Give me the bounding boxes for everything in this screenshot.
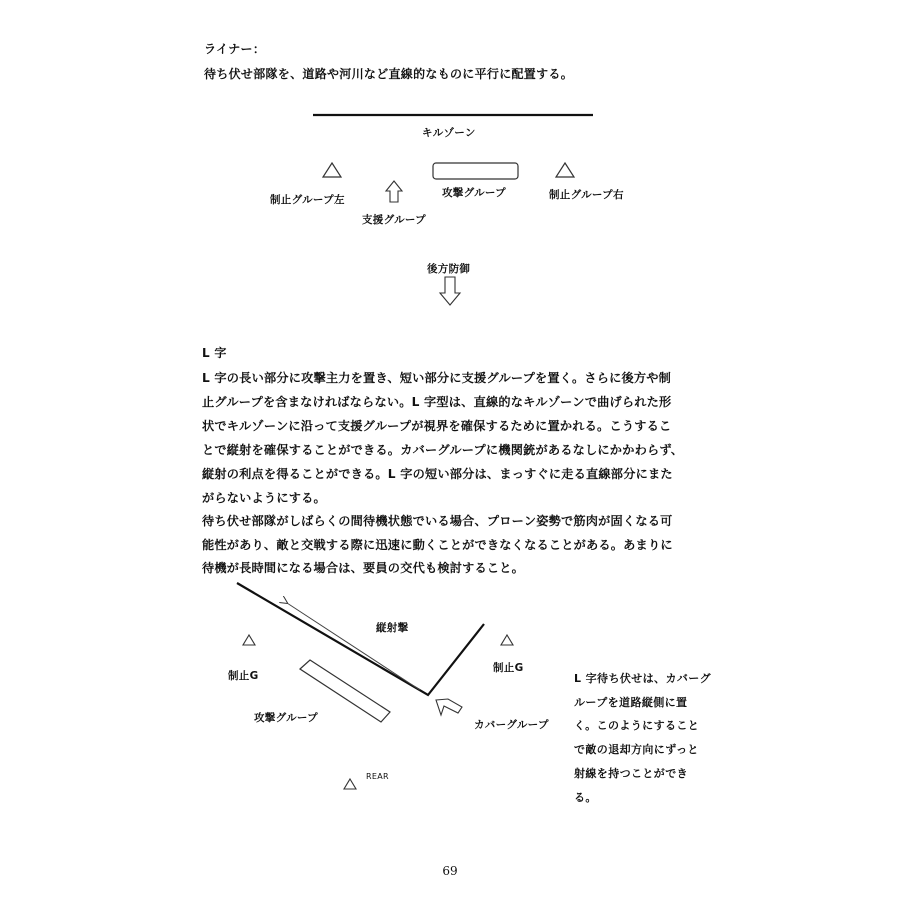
side-note-line: ループを道路縦側に置 xyxy=(574,696,688,709)
l-shaped-road-line xyxy=(237,583,484,695)
paragraph-line: 能性があり、敵と交戦する際に迅速に動くことができなくなることがある。あまりに xyxy=(202,538,673,552)
paragraph-line: L 字の長い部分に攻撃主力を置き、短い部分に支援グループを置く。さらに後方や制 xyxy=(202,371,672,385)
kill-zone-label: キルゾーン xyxy=(422,127,476,139)
support-group-label: 支援グループ xyxy=(362,214,426,226)
paragraph-line: 止グループを含まなければならない。L 字型は、直線的なキルゾーンで曲げられた形 xyxy=(202,395,672,409)
attack-group-label: 攻撃グループ xyxy=(254,712,318,724)
side-note-line: で敵の退却方向にずっと xyxy=(574,743,699,756)
enfilade-fire-label: 縦射撃 xyxy=(376,622,409,634)
cover-group-label: カバーグループ xyxy=(474,719,549,731)
paragraph-line: とで縦射を確保することができる。カバーグループに機関銃があるなしにかかわらず、 xyxy=(202,443,684,457)
stop-group-left-label: 制止グループ左 xyxy=(270,194,345,206)
stop-g-left-triangle-icon xyxy=(243,635,255,645)
enfilade-fire-arrow xyxy=(287,603,420,690)
paragraph-line: 待ち伏せ部隊がしばらくの間待機状態でいる場合、プローン姿勢で筋肉が固くなる可 xyxy=(202,514,673,528)
side-note-line: 射線を持つことができ xyxy=(574,767,688,780)
paragraph-line: 待機が長時間になる場合は、要員の交代も検討すること。 xyxy=(202,561,525,575)
stop-g-left-label: 制止G xyxy=(228,670,259,682)
rear-triangle-icon xyxy=(344,779,356,789)
page-number: 69 xyxy=(442,864,458,878)
liner-description: 待ち伏せ部隊を、道路や河川など直線的なものに平行に配置する。 xyxy=(204,67,574,81)
stop-g-right-label: 制止G xyxy=(493,662,524,674)
l-shape-heading: L 字 xyxy=(202,346,227,360)
rear-defense-label: 後方防御 xyxy=(427,263,471,275)
liner-heading: ライナー： xyxy=(204,42,266,56)
stop-group-right-label: 制止グループ右 xyxy=(549,189,624,201)
paragraph-line: 縦射の利点を得ることができる。L 字の短い部分は、まっすぐに走る直線部分にまた xyxy=(202,467,673,481)
paragraph-line: 状でキルゾーンに沿って支援グループが視界を確保するために置かれる。こうするこ xyxy=(202,419,672,433)
side-note-line: く。このようにすること xyxy=(574,719,700,732)
paragraph-line: がらないようにする。 xyxy=(202,491,326,505)
rear-label: REAR xyxy=(366,772,389,781)
attack-group-label: 攻撃グループ xyxy=(442,187,506,199)
cover-arrow-icon xyxy=(436,699,462,715)
stop-g-right-triangle-icon xyxy=(501,635,513,645)
side-note-line: る。 xyxy=(574,791,597,804)
side-note-line: L 字待ち伏せは、カバーグ xyxy=(574,672,712,685)
